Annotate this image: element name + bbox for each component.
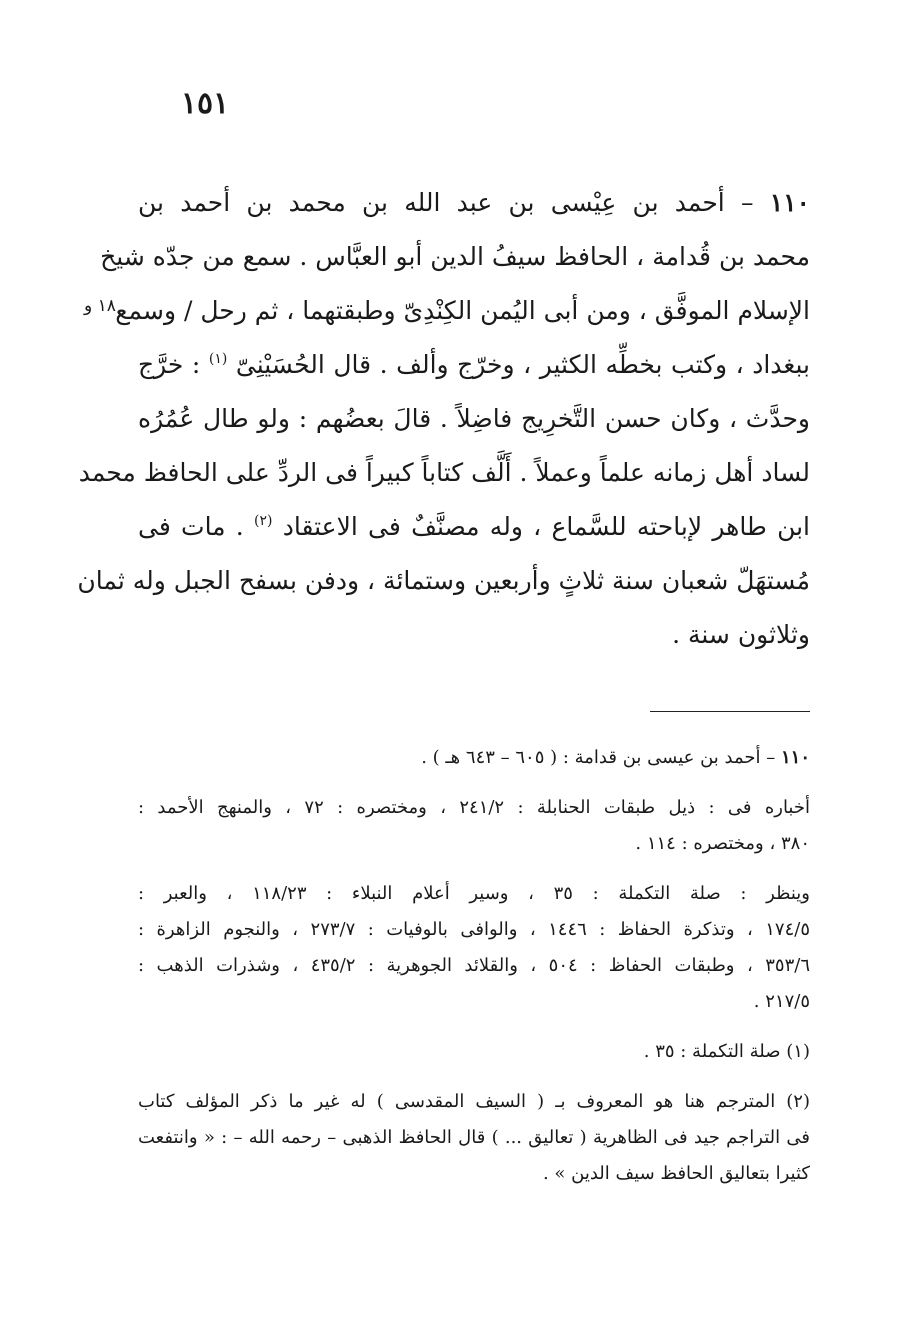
footnote-2-line-1: (٢) المترجم هنا هو المعروف بـ ( السيف المقدسى ) له غير ما ذكر المؤلف كتاب — [138, 1091, 810, 1112]
footnote-1: (١) صلة التكملة : ٣٥ . — [643, 1041, 810, 1062]
see-also-line-4: ٢١٧/٥ . — [753, 991, 810, 1012]
entry-line-5: وحدَّث ، وكان حسن التَّخرِيج فاضِلاً . قالَ بعضُهم : ولو طال عُمُرُه — [138, 404, 810, 433]
entry-number: ١١٠ — [769, 188, 810, 217]
entry-line-4 — [138, 338, 810, 392]
entry-line-6: لساد أهل زمانه علماً وعملاً . أَلَّف كتاباً كبيراً فى الردِّ على الحافظ محمد — [78, 458, 810, 487]
entry-line-7 — [138, 500, 810, 554]
footnote-2-line-2: فى التراجم جيد فى الظاهرية ( تعاليق ... ) قال الحافظ الذهبى – رحمه الله – : « وانتفعت — [138, 1127, 810, 1148]
entry-line-8: مُستهَلّ شعبان سنة ثلاثٍ وأربعين وستمائة ، ودفن بسفح الجبل وله ثمان — [77, 566, 810, 595]
footnote-ref-2: (٢) — [254, 513, 273, 529]
entry-line-3: الإسلام الموفَّق ، ومن أبى اليُمن الكِنْدِىّ وطبقتهما ، ثم رحل / وسمع — [115, 296, 810, 325]
see-also-line-3: ٣٥٣/٦ ، وطبقات الحفاظ : ٥٠٤ ، والقلائد الجوهرية : ٤٣٥/٢ ، وشذرات الذهب : — [138, 955, 810, 976]
footnote-header — [138, 740, 810, 776]
footnotes — [138, 740, 810, 1192]
footnote-separator — [650, 711, 810, 712]
sources-line-1: أخباره فى : ذيل طبقات الحنابلة : ٢٤١/٢ ، ومختصره : ٧٢ ، والمنهج الأحمد : — [138, 797, 810, 818]
see-also-line-2: ١٧٤/٥ ، وتذكرة الحفاظ : ١٤٤٦ ، والوافى بالوفيات : ٢٧٣/٧ ، والنجوم الزاهرة : — [138, 919, 810, 940]
footnote-ref-1: (١) — [208, 351, 228, 367]
margin-folio-reference: ١٨ و — [84, 296, 116, 316]
see-also-line-1: وينظر : صلة التكملة : ٣٥ ، وسير أعلام النبلاء : ١١٨/٢٣ ، والعبر : — [138, 883, 810, 904]
entry-line-2: محمد بن قُدامة ، الحافظ سيفُ الدين أبو العبَّاس . سمع من جدّه شيخ — [100, 242, 810, 271]
footnote-2-line-3: كثيرا بتعاليق الحافظ سيف الدين » . — [542, 1163, 810, 1184]
entry-line-4-tail: : خرَّج — [138, 350, 201, 379]
entry-line-9: وثلاثون سنة . — [672, 620, 810, 649]
entry-line-7-tail: . مات فى — [138, 512, 244, 541]
entry-line-1-text: – أحمد بن عِيْسى بن عبد الله بن محمد بن أحمد بن — [138, 188, 754, 217]
sources-line-2: ٣٨٠ ، ومختصره : ١١٤ . — [635, 833, 810, 854]
entry-line-7-text: ابن طاهر لإباحته للسَّماع ، وله مصنَّفٌ فى الاعتقاد — [282, 512, 811, 541]
entry-line-1 — [138, 176, 810, 230]
footnote-entry-number: ١١٠ — [780, 747, 810, 768]
page-number: ١٥١ — [180, 86, 230, 121]
entry-line-4-text: ببغداد ، وكتب بخطِّه الكثير ، وخرّج وألف . قال الحُسَيْنِىّ — [235, 350, 810, 379]
footnote-header-text: – أحمد بن عيسى بن قدامة : ( ٦٠٥ – ٦٤٣ هـ ) . — [421, 747, 776, 768]
